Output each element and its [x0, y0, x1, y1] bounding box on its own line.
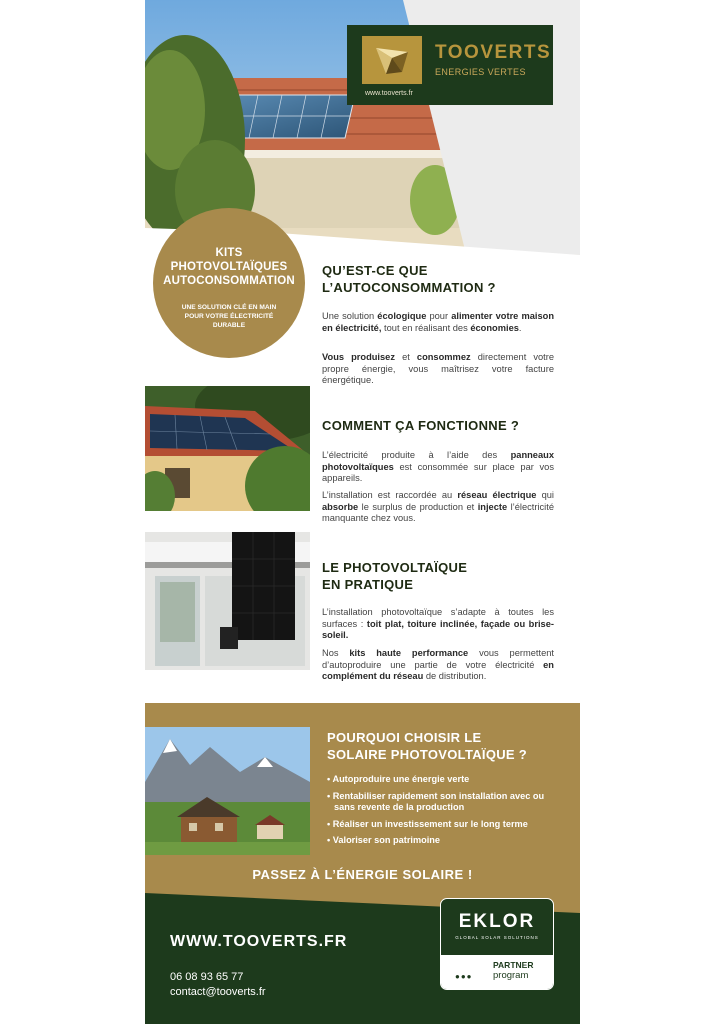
brand-name: TOOVERTS	[435, 42, 552, 63]
section-title-line: L’AUTOCONSOMMATION ?	[322, 280, 496, 295]
website-link[interactable]: WWW.TOOVERTS.FR	[170, 933, 348, 950]
list-item: • Valoriser son patrimoine	[327, 835, 567, 847]
facade-panel-photo	[145, 532, 310, 670]
cta-slogan: PASSEZ À L’ÉNERGIE SOLAIRE !	[252, 867, 473, 882]
kit-badge-title	[153, 246, 305, 288]
origami-bird-icon	[362, 36, 422, 84]
list-item: • Rentabiliser rapidement son installation avec ou sans revente de la production	[327, 791, 567, 814]
list-item: • Réaliser un investissement sur le long terme	[327, 819, 567, 831]
brand-url[interactable]: www.tooverts.fr	[365, 90, 413, 97]
benefits-list	[327, 774, 567, 852]
brand-logo-box	[347, 25, 553, 105]
fonctionne-paragraph-2: L’installation est raccordée au réseau électrique qui absorbe le surplus de production et injecte l’électricité manquante chez vous.	[322, 490, 555, 524]
kit-badge	[153, 208, 305, 358]
autoconso-paragraph-1: Une solution écologique pour alimenter votre maison en électricité, tout en réalisant des économies.	[322, 311, 554, 333]
flyer-page	[145, 0, 580, 1024]
kit-subtitle-line: POUR VOTRE ÉLECTRICITÉ	[184, 313, 274, 320]
contact-footer	[145, 885, 580, 1024]
email-link[interactable]: contact@tooverts.fr	[170, 986, 266, 998]
kit-title-line: AUTOCONSOMMATION	[163, 275, 295, 287]
section-title-line: QU’EST-CE QUE	[322, 263, 428, 278]
section-title-line: EN PRATIQUE	[322, 577, 414, 592]
eklor-logo: EKLOR	[458, 911, 536, 932]
why-title-line: POURQUOI CHOISIR LE	[327, 730, 482, 745]
brand-tagline: ENERGIES VERTES	[435, 67, 526, 77]
section-pratique-title	[322, 559, 467, 593]
pratique-paragraph-2: Nos kits haute performance vous permettent d’autoproduire une partie de votre électricité en complément du réseau de distribution.	[322, 648, 554, 682]
roof-panels-photo	[145, 386, 310, 511]
list-item: • Autoproduire une énergie verte	[327, 774, 567, 786]
kit-subtitle-line: DURABLE	[212, 322, 246, 329]
fonctionne-paragraph-1: L’électricité produite à l’aide des panneaux photovoltaïques est consommée sur place par vos appareils.	[322, 450, 554, 484]
partner-program-strip	[441, 955, 553, 989]
phone-number[interactable]: 06 08 93 65 77	[170, 971, 244, 983]
section-autoconso-title	[322, 262, 496, 296]
why-title-line: SOLAIRE PHOTOVOLTAÏQUE ?	[327, 747, 528, 762]
program-label: program	[493, 970, 529, 981]
pratique-paragraph-1: L’installation photovoltaïque s’adapte à toutes les surfaces : toit plat, toiture inclinée, façade ou brise-soleil.	[322, 607, 554, 641]
section-fonctionne-title: COMMENT ÇA FONCTIONNE ?	[322, 418, 520, 433]
eklor-tagline: GLOBAL SOLAR SOLUTIONS	[455, 935, 539, 940]
kit-title-line: PHOTOVOLTAÏQUES	[170, 261, 288, 273]
eklor-partner-badge	[440, 898, 554, 990]
autoconso-paragraph-2: Vous produisez et consommez directement votre propre énergie, vous maîtrisez votre facture énergétique.	[322, 352, 555, 386]
dots-icon: ●●●	[455, 972, 473, 981]
why-solar-title	[327, 729, 527, 763]
kit-subtitle-line: UNE SOLUTION CLÉ EN MAIN	[181, 304, 277, 311]
kit-title-line: KITS	[215, 247, 243, 259]
section-title-line: LE PHOTOVOLTAÏQUE	[322, 560, 468, 575]
chalet-mountain-photo	[145, 727, 310, 855]
partner-label: PARTNER	[493, 960, 534, 970]
kit-badge-subtitle	[171, 303, 287, 330]
